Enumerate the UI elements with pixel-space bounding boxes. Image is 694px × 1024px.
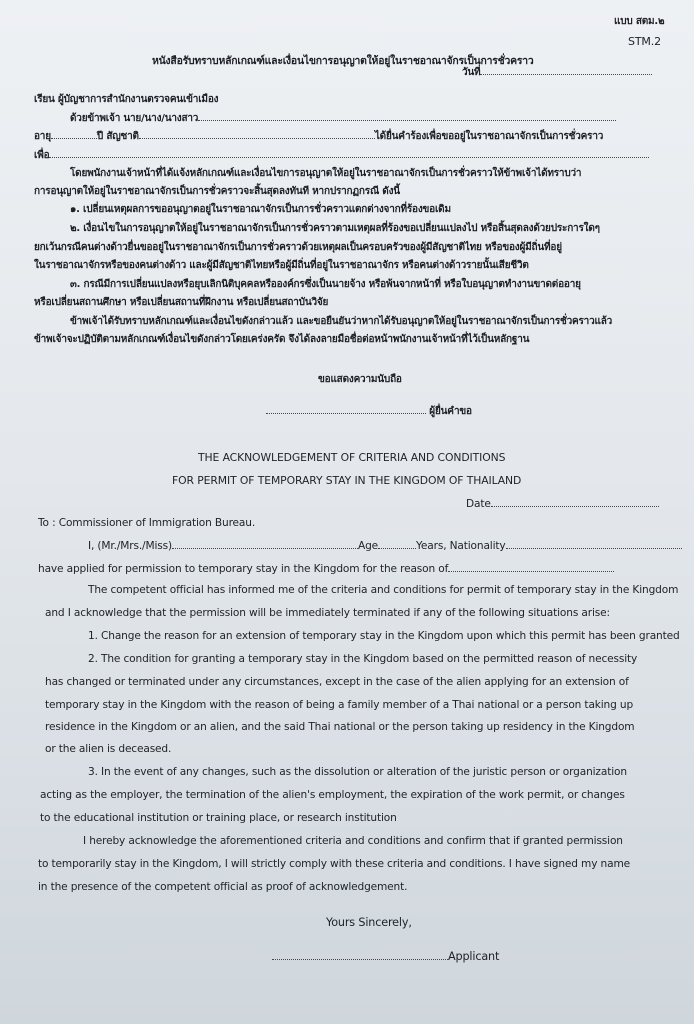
english-item3-line3: to the educational institution or training place, or research institution (40, 812, 397, 824)
thai-intro-line1: โดยพนักงานเจ้าหน้าที่ได้แจ้งหลักเกณฑ์และเงื่อนไขการอนุญาตให้อยู่ในราชอาณาจักรเป็นการชั่วคราวให้ข้าพเจ้าได้ทราบว่า (70, 168, 582, 179)
thai-nationality-field[interactable] (139, 128, 375, 139)
thai-title: หนังสือรับทราบหลักเกณฑ์และเงื่อนไขการอนุญาตให้อยู่ในราชอาณาจักรเป็นการชั่วคราว (152, 55, 534, 67)
english-item2-line1: 2. The condition for granting a temporary stay in the Kingdom based on the permitted reason of necessity (88, 653, 638, 665)
english-item3-line2: acting as the employer, the termination of the alien's employment, the expiration of the work permit, or changes (40, 789, 625, 801)
english-name-row (88, 538, 682, 552)
english-to-line: To : Commissioner of Immigration Bureau. (38, 517, 256, 529)
english-nationality-field[interactable] (506, 538, 682, 549)
thai-age-field[interactable] (51, 128, 97, 139)
thai-name-label: ด้วยข้าพเจ้า นาย/นาง/นางสาว (70, 113, 199, 124)
thai-date-row (462, 64, 652, 80)
thai-age-row (34, 128, 603, 144)
english-age-field[interactable] (378, 538, 416, 549)
english-title-line1: THE ACKNOWLEDGEMENT OF CRITERIA AND CONDITIONS (198, 451, 506, 464)
thai-item2-line3: ในราชอาณาจักรหรือของคนต่างด้าว และผู้มีสัญชาติไทยหรือผู้มีถิ่นที่อยู่ในราชอาณาจักร หรือคนต่างด้าวรายนั้นเสียชีวิต (34, 260, 529, 271)
thai-name-row (70, 110, 616, 126)
english-ack-line1: I hereby acknowledge the aforementioned criteria and conditions and confirm that if granted permission (83, 835, 623, 847)
english-intro-line1: The competent official has informed me of the criteria and conditions for permit of temporary stay in the Kingdom (88, 584, 679, 596)
thai-purpose-label: เพื่อ (34, 150, 50, 161)
english-item2-line5: or the alien is deceased. (45, 743, 172, 755)
english-item3-line1: 3. In the event of any changes, such as the dissolution or alteration of the juristic person or organization (88, 766, 627, 778)
thai-applied-label: ได้ยื่นคำร้องเพื่อขออยู่ในราชอาณาจักรเป็นการชั่วคราว (374, 131, 604, 142)
english-date-label: Date (466, 498, 491, 510)
thai-age-label: อายุ (34, 131, 51, 142)
english-title-line2: FOR PERMIT OF TEMPORARY STAY IN THE KINGDOM OF THAILAND (172, 474, 522, 487)
english-signature-label: Applicant (448, 950, 500, 963)
thai-signature-label: ผู้ยื่นคำขอ (429, 406, 472, 417)
english-signature-field[interactable] (272, 949, 448, 960)
form-code-thai: แบบ สตม.๒ (614, 16, 665, 27)
english-closing: Yours Sincerely, (326, 916, 412, 929)
thai-item3-line2: หรือเปลี่ยนสถานศึกษา หรือเปลี่ยนสถานที่ฝึกงาน หรือเปลี่ยนสถาบันวิจัย (34, 297, 329, 308)
english-intro-line2: and I acknowledge that the permission will be immediately terminated if any of the following situations arise: (45, 607, 610, 619)
thai-purpose-field[interactable] (49, 147, 649, 158)
thai-nationality-label: ปี สัญชาติ (96, 131, 139, 142)
form-code-english: STM.2 (628, 35, 661, 48)
english-item2-line2: has changed or terminated under any circumstances, except in the case of the alien applying for an extension of (45, 676, 629, 688)
english-reason-row (38, 561, 614, 575)
english-ack-line2: to temporarily stay in the Kingdom, I will strictly comply with these criteria and conditions. I have signed my name (38, 858, 630, 870)
english-date-field[interactable] (491, 496, 659, 507)
thai-to-line: เรียน ผู้บัญชาการสำนักงานตรวจคนเข้าเมือง (34, 94, 219, 105)
thai-signature-field[interactable] (266, 403, 426, 414)
english-nationality-label: Years, Nationality (416, 540, 506, 552)
thai-date-label: วันที่ (462, 67, 481, 78)
english-applied-label: have applied for permission to temporary stay in the Kingdom for the reason of (38, 563, 449, 575)
thai-item1: ๑. เปลี่ยนเหตุผลการขออนุญาตอยู่ในราชอาณาจักรเป็นการชั่วคราวแตกต่างจากที่ร้องขอเดิม (70, 204, 451, 215)
english-reason-field[interactable] (448, 561, 614, 572)
thai-closing: ขอแสดงความนับถือ (318, 374, 402, 385)
thai-ack-line1: ข้าพเจ้าได้รับทราบหลักเกณฑ์และเงื่อนไขดังกล่าวแล้ว และขอยืนยันว่าหากได้รับอนุญาตให้อยู่ในราชอาณาจักรเป็นการชั่วคราวแล้ว (70, 316, 613, 327)
english-name-label: I, (Mr./Mrs./Miss) (88, 540, 172, 552)
thai-signature-row (266, 403, 472, 419)
thai-purpose-row (34, 147, 649, 163)
english-name-field[interactable] (172, 538, 358, 549)
english-item2-line4: residence in the Kingdom or an alien, and the said Thai national or the person taking up residency in the Kingdom (45, 721, 635, 733)
english-age-label: Age (357, 540, 379, 552)
english-item1: 1. Change the reason for an extension of temporary stay in the Kingdom upon which this permit has been granted (88, 630, 680, 642)
english-signature-row (272, 949, 499, 963)
thai-ack-line2: ข้าพเจ้าจะปฏิบัติตามหลักเกณฑ์เงื่อนไขดังกล่าวโดยเคร่งครัด จึงได้ลงลายมือชื่อต่อหน้าพนักงานเจ้าหน้าที่ไว้เป็นหลักฐาน (34, 334, 530, 345)
thai-item2-line2: ยกเว้นกรณีคนต่างด้าวยื่นขออยู่ในราชอาณาจักรเป็นการชั่วคราวด้วยเหตุผลเป็นครอบครัวของผู้มีสัญชาติไทย หรือของผู้มีถิ่นที่อยู่ (34, 242, 562, 253)
thai-name-field[interactable] (198, 110, 616, 121)
english-item2-line3: temporary stay in the Kingdom with the reason of being a family member of a Thai national or a person taking up (45, 699, 634, 711)
thai-item3-line1: ๓. กรณีมีการเปลี่ยนแปลงหรือยุบเลิกนิติบุคคลหรือองค์กรซึ่งเป็นนายจ้าง หรือพ้นจากหน้าที่ หรือใบอนุญาตทำงานขาดต่ออายุ (70, 279, 581, 290)
thai-date-field[interactable] (480, 64, 652, 75)
english-date-row (466, 496, 659, 510)
thai-intro-line2: การอนุญาตให้อยู่ในราชอาณาจักรเป็นการชั่วคราวจะสิ้นสุดลงทันที หากปรากฏกรณี ดังนี้ (34, 186, 400, 197)
english-ack-line3: in the presence of the competent official as proof of acknowledgement. (38, 881, 408, 893)
thai-item2-line1: ๒. เงื่อนไขในการอนุญาตให้อยู่ในราชอาณาจักรเป็นการชั่วคราวตามเหตุผลที่ร้องขอเปลี่ยนแปลงไป หรือสิ้นสุดลงด้วยประการใดๆ (70, 223, 600, 234)
